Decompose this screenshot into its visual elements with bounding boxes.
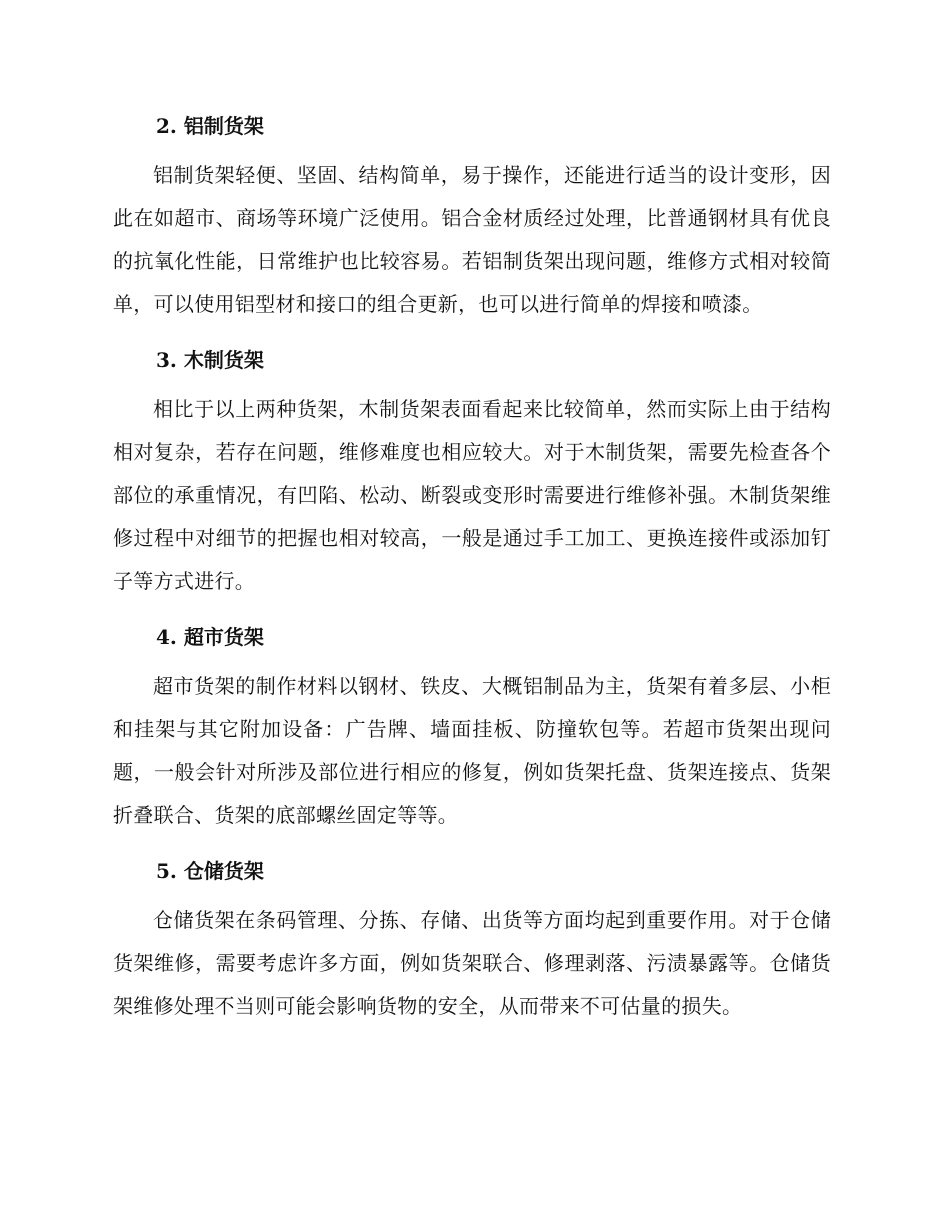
section-heading: 3. 木制货架 [156,348,264,372]
section-paragraph: 仓储货架在条码管理、分拣、存储、出货等方面均起到重要作用。对于仓储货架维修，需要考虑许多方面，例如货架联合、修理剥落、污渍暴露等。仓储货架维修处理不当则可能会影响货物的安全，从而带来不可估量的损失。 [113,908,831,1018]
section-supermarket-shelf [113,621,831,837]
section-heading: 5. 仓储货架 [156,859,264,883]
section-aluminum-shelf [113,110,831,326]
section-paragraph: 相比于以上两种货架，木制货架表面看起来比较简单，然而实际上由于结构相对复杂，若存在问题，维修难度也相应较大。对于木制货架，需要先检查各个部位的承重情况，有凹陷、松动、断裂或变形时需要进行维修补强。木制货架维修过程中对细节的把握也相对较高，一般是通过手工加工、更换连接件或添加钉子等方式进行。 [113,397,831,593]
document-body [113,110,831,1046]
section-wooden-shelf [113,344,831,603]
section-warehouse-shelf [113,855,831,1028]
section-heading: 4. 超市货架 [156,625,264,649]
section-heading: 2. 铝制货架 [156,114,264,138]
section-paragraph: 超市货架的制作材料以钢材、铁皮、大概铝制品为主，货架有着多层、小柜和挂架与其它附加设备：广告牌、墙面挂板、防撞软包等。若超市货架出现问题，一般会针对所涉及部位进行相应的修复，例如货架托盘、货架连接点、货架折叠联合、货架的底部螺丝固定等等。 [113,674,831,827]
section-paragraph: 铝制货架轻便、坚固、结构简单，易于操作，还能进行适当的设计变形，因此在如超市、商场等环境广泛使用。铝合金材质经过处理，比普通钢材具有优良的抗氧化性能，日常维护也比较容易。若铝制货架出现问题，维修方式相对较简单，可以使用铝型材和接口的组合更新，也可以进行简单的焊接和喷漆。 [113,163,831,316]
